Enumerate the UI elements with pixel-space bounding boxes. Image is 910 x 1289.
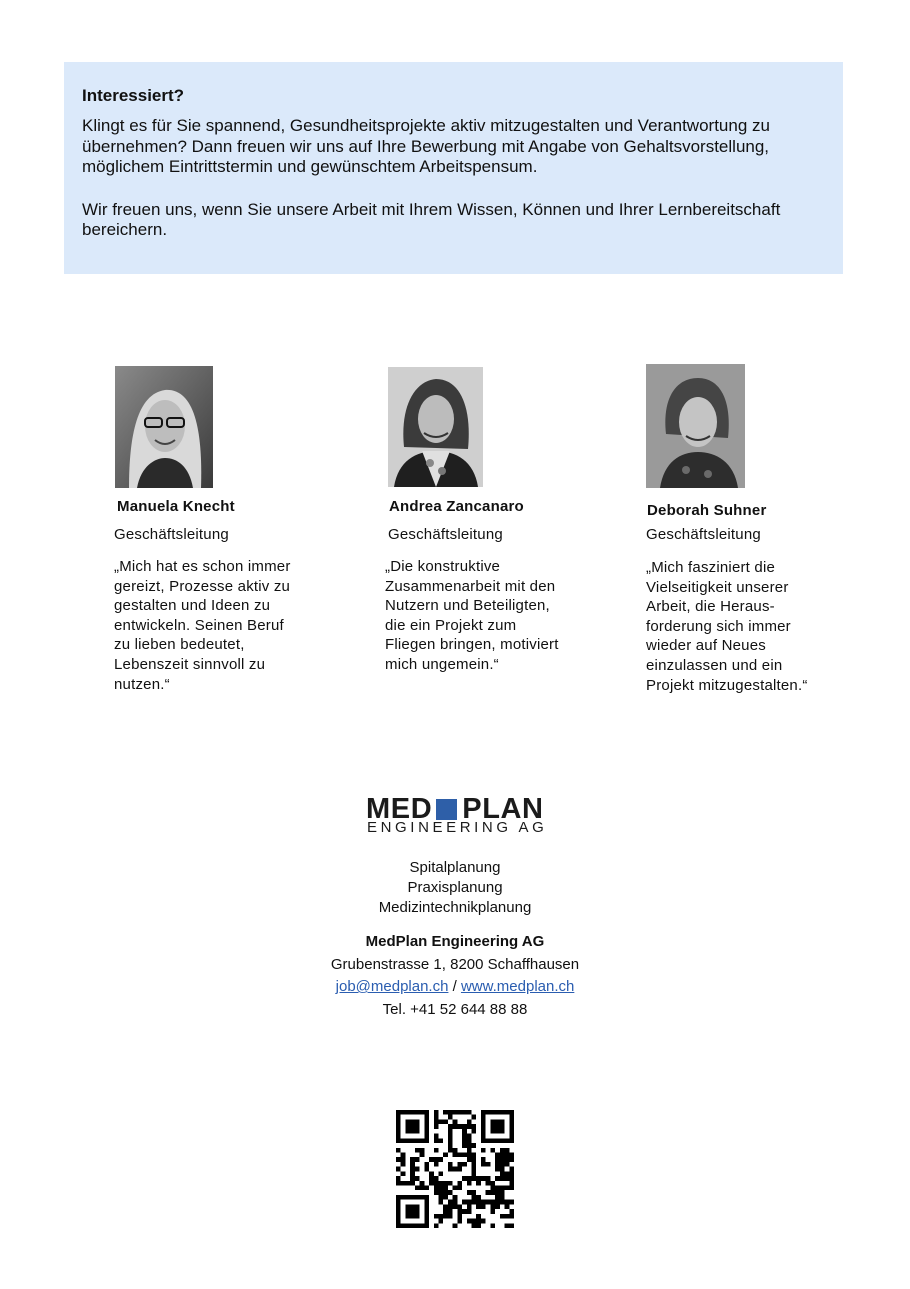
company-address: Grubenstrasse 1, 8200 Schaffhausen [330, 955, 580, 973]
portrait-photo-manuela [115, 366, 213, 488]
person-quote: „Mich hat es schon immer gereizt, Prozesse aktiv zu gestalten und Ideen zu entwickeln. Seinen Beruf zu lieben bedeutet, Lebenszeit sinnvoll zu nutzen.“ [114, 558, 291, 693]
link-separator: / [448, 978, 461, 995]
interest-callout [64, 62, 843, 274]
person-role: Geschäftsleitung [114, 526, 229, 543]
person-role: Geschäftsleitung [646, 526, 761, 543]
qr-code-graphic [396, 1110, 514, 1228]
logo-square-icon [436, 799, 457, 820]
qr-code[interactable] [396, 1110, 514, 1228]
callout-paragraph-2: Wir freuen uns, wenn Sie unsere Arbeit mit Ihrem Wissen, Können und Ihrer Lernbereitschaft bereichern. [82, 199, 781, 239]
person-role: Geschäftsleitung [388, 526, 503, 543]
service-item: Praxisplanung [407, 879, 503, 896]
service-item: Medizintechnikplanung [378, 899, 532, 916]
website-link[interactable]: www.medplan.ch [460, 978, 575, 995]
person-name: Deborah Suhner [647, 502, 767, 519]
logo-word-right: PLAN [462, 793, 544, 825]
person-name: Manuela Knecht [117, 498, 235, 515]
company-phone: Tel. +41 52 644 88 88 [382, 1000, 528, 1018]
person-quote: „Mich fasziniert die Vielseitigkeit unserer Arbeit, die Heraus- forderung sich immer wieder auf Neues einzulassen und ein Projekt mitzugestalten.“ [646, 559, 808, 694]
person-name: Andrea Zancanaro [389, 498, 524, 515]
callout-paragraph-1: Klingt es für Sie spannend, Gesundheitsprojekte aktiv mitzugestalten und Verantwortung zu übernehmen? Dann freuen wir uns auf Ihre Bewerbung mit Angabe von Gehaltsvorstellung, möglichem Eintrittstermin und gewünschtem Arbeitspensum. [82, 116, 770, 176]
medplan-logo [366, 795, 546, 841]
portrait-photo-deborah [646, 364, 745, 488]
email-link[interactable]: job@medplan.ch [335, 978, 449, 995]
services-list [0, 858, 910, 918]
callout-heading: Interessiert? [82, 86, 185, 105]
logo-subline: ENGINEERING AG [367, 819, 548, 836]
portrait-photo-andrea [388, 367, 483, 487]
company-contact [0, 931, 910, 1021]
contact-links [0, 976, 910, 999]
logo-word-left: MED [366, 793, 433, 825]
company-name: MedPlan Engineering AG [365, 933, 545, 950]
person-quote: „Die konstruktive Zusammenarbeit mit den Nutzern und Beteiligten, die ein Projekt zum Fliegen bringen, motiviert mich ungemein.“ [385, 558, 559, 673]
service-item: Spitalplanung [409, 859, 501, 876]
